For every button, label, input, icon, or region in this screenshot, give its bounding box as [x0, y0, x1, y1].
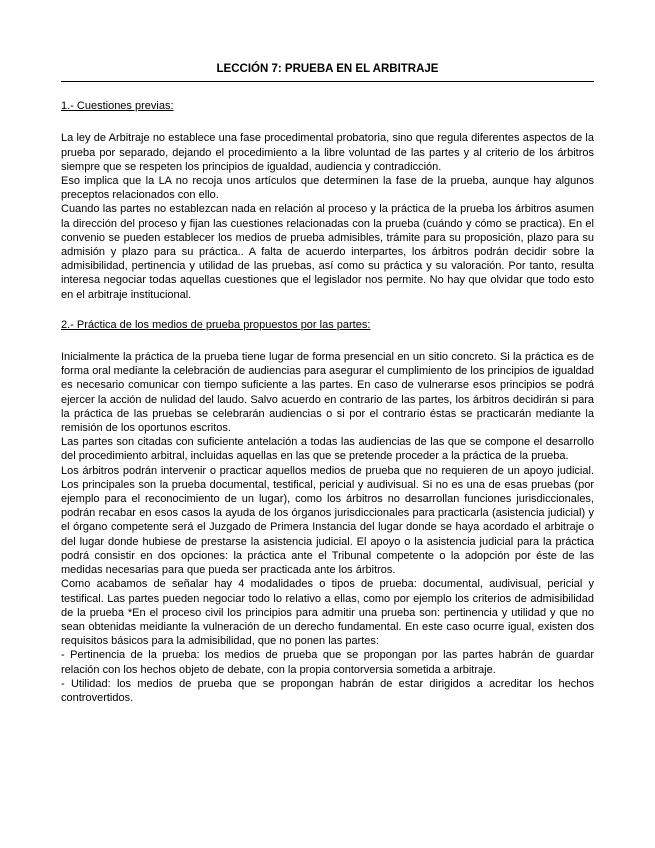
paragraph: - Pertinencia de la prueba: los medios de prueba que se propongan por las partes habrán de guardar relación con los hechos objeto de debate, con la propia contorversia sometida a arbitraje.: [61, 649, 594, 676]
paragraph: Los árbitros podrán intervenir o practicar aquellos medios de prueba que no requieren de un apoyo judicial. Los principales son la prueba documental, testifical, pericial y audivisual. Si no es una de esas pruebas (por ejemplo para el reconocimiento de un lugar), como los árbitros no desarrollan funciones jurisdiccionales, podrán recabar en esos casos la ayuda de los órganos jurisdiccionales para practicarla (asistencia judicial) y el órgano competente será el Juzgado de Primera Instancia del lugar donde se haya acordado el arbitraje o del lugar donde hubiese de prestarse la asistencia judicial. El apoyo o la asistencia judicial para la práctica podrá consistir en dos opciones: la práctica ante el Tribunal competente o la adopción por éste de las medidas necesarias para que pueda ser practicada ante los árbitros.: [61, 464, 594, 577]
paragraph: - Utilidad: los medios de prueba que se propongan habrán de estar dirigidos a acreditar los hechos controvertidos.: [61, 677, 594, 704]
paragraph: Inicialmente la práctica de la prueba tiene lugar de forma presencial en un sitio concreto. Si la práctica es de forma oral mediante la celebración de audiencias para asegurar el cumplimiento de los principios de igualdad es necesario comunicar con tiempo suficiente a las partes. En caso de vulnerarse esos principios se podrá ejercer la acción de nulidad del laudo. Salvo acuerdo en contrario de las partes, los árbitros decidirán si para la práctica de las pruebas se celebrarán audiencias o si por el contrario éstas se practicarán mediante la remisión de los oportunos escritos.: [61, 351, 594, 435]
section-evidence-practice: [61, 318, 594, 705]
paragraph: Las partes son citadas con suficiente antelación a todas las audiencias de las que se compone el desarrollo del procedimiento arbitral, incluidas aquellas en las que se pretende proceder a la práctica de la prueba.: [61, 436, 594, 463]
paragraph: Como acabamos de señalar hay 4 modalidades o tipos de prueba: documental, audivisual, pericial y testifical. Las partes pueden negociar todo lo relativo a ellas, como por ejemplo los criterios de admisibilidad de la prueba *En el proceso civil los principios para admitir una prueba son: pertinencia y utilidad y que no sean obtenidas meidiante la vulneración de un derecho fundamental. En este caso ocurre igual, existen dos requisitos básicos para la admisibilidad, que no ponen las partes:: [61, 578, 594, 648]
section-spacer: [61, 302, 594, 318]
section-heading: 1.- Cuestiones previas:: [61, 100, 174, 113]
lesson-title: LECCIÓN 7: PRUEBA EN EL ARBITRAJE: [61, 62, 594, 82]
section-heading: 2.- Práctica de los medios de prueba propuestos por las partes:: [61, 318, 371, 331]
paragraph: La ley de Arbitraje no establece una fase procedimental probatoria, sino que regula diferentes aspectos de la prueba por separado, dejando el procedimiento a la libre voluntad de las partes y al criterio de los árbitros siempre que se respeten los principios de igualdad, audiencia y contradicción.: [61, 132, 594, 173]
paragraph: Eso implica que la LA no recoja unos artículos que determinen la fase de la prueba, aunque hay algunos preceptos relacionados con ello.: [61, 175, 594, 202]
section-previous-questions: [61, 99, 594, 302]
document-page: [61, 62, 594, 705]
paragraph: Cuando las partes no establezcan nada en relación al proceso y la práctica de la prueba los árbitros asumen la dirección del proceso y fijan las cuestiones relacionadas con la prueba (cuándo y cómo se practica). En el convenio se pueden establecer los medios de prueba admisibles, trámite para su proposición, plazo para su admisión y plazo para su práctica.. A falta de acuerdo interpartes, los árbitros podrán decidir sobre la admisibilidad, pertinencia y utilidad de las pruebas, así como su práctica y su valoración. Por tanto, resulta interesa negociar todas aquellas cuestiones que el legislador nos permite. No hay que olvidar que todo esto en el arbitraje institucional.: [61, 203, 594, 301]
